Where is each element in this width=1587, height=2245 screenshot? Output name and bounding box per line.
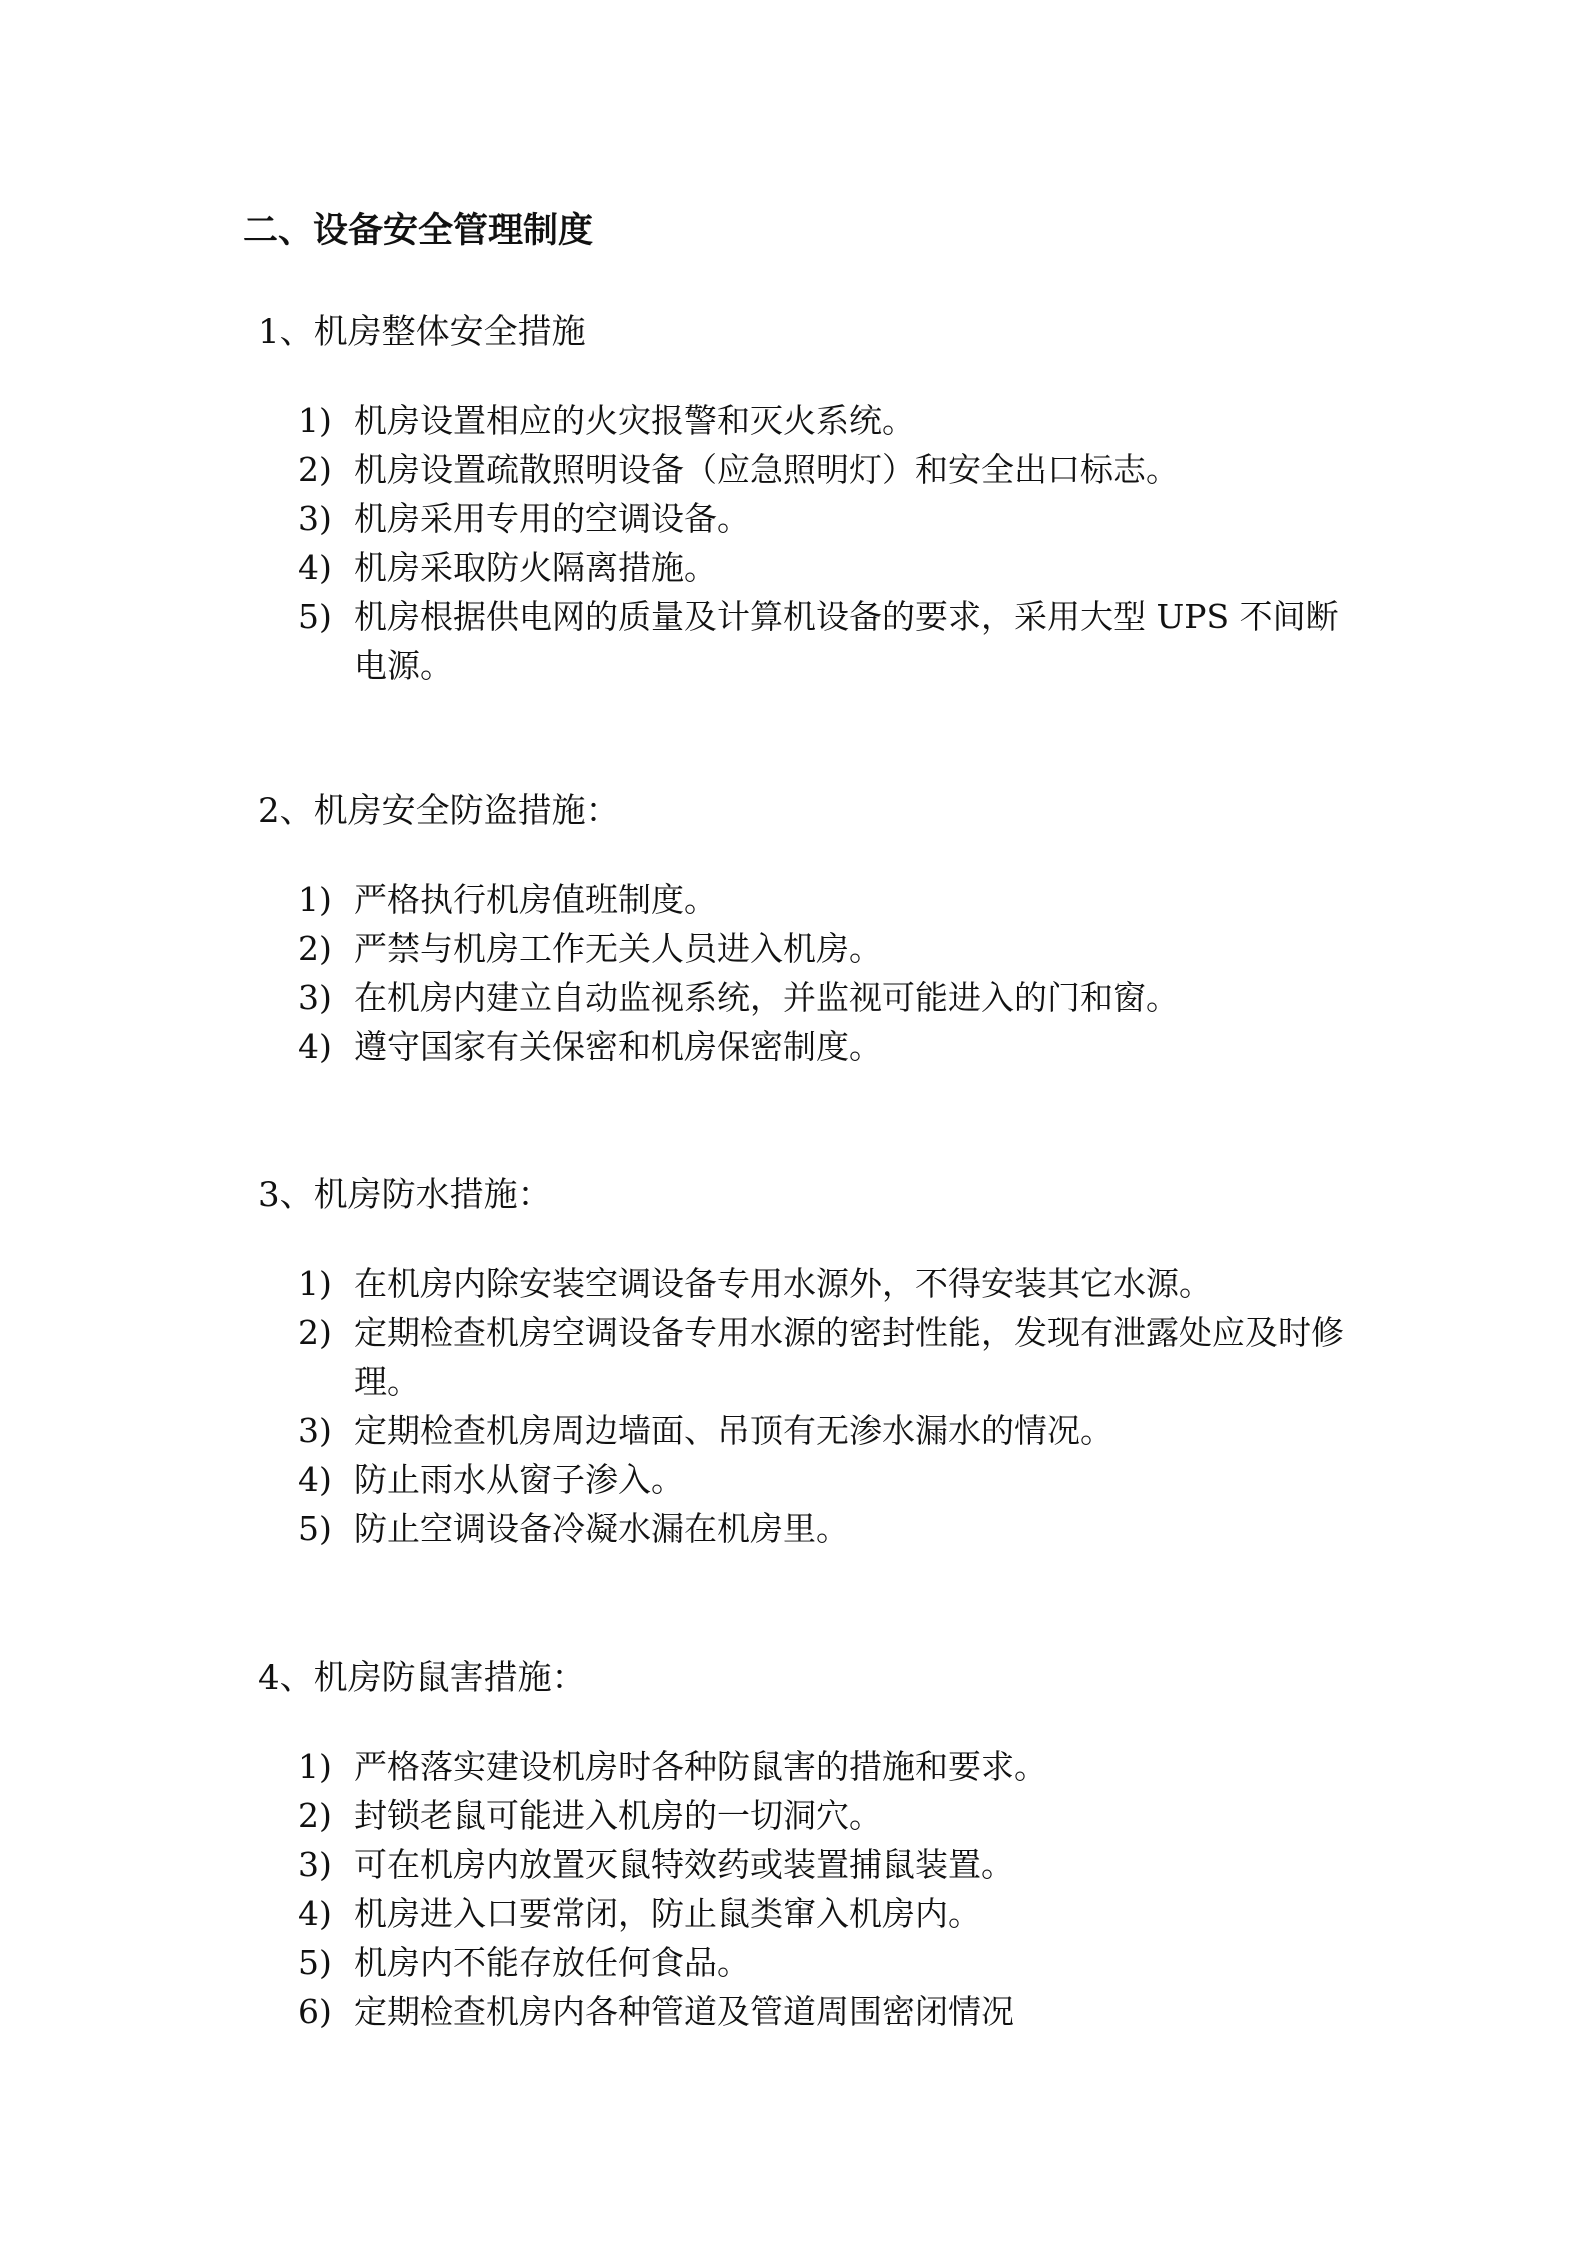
item-number: 2): [298, 450, 332, 489]
list-item: [258, 445, 1378, 494]
section-heading: 2、机房安全防盗措施：: [258, 791, 620, 831]
item-number: 3): [298, 1845, 332, 1884]
item-number: 4): [298, 1027, 332, 1066]
item-text: 机房采用专用的空调设备。: [354, 499, 750, 538]
item-number: 4): [298, 1460, 332, 1499]
item-number: 3): [298, 978, 332, 1017]
item-text: 机房进入口要常闭，防止鼠类窜入机房内。: [354, 1894, 981, 1933]
item-text: 封锁老鼠可能进入机房的一切洞穴。: [354, 1796, 882, 1835]
item-number: 5): [298, 597, 332, 636]
item-number: 1): [298, 880, 332, 919]
item-text: 定期检查机房空调设备专用水源的密封性能，发现有泄露处应及时修理。: [354, 1313, 1344, 1401]
item-list: [258, 396, 1378, 690]
item-number: 1): [298, 401, 332, 440]
list-item: [258, 1840, 1378, 1889]
list-item: [258, 1987, 1378, 2036]
item-text: 可在机房内放置灭鼠特效药或装置捕鼠装置。: [354, 1845, 1014, 1884]
item-text: 遵守国家有关保密和机房保密制度。: [354, 1027, 882, 1066]
item-text: 防止雨水从窗子渗入。: [354, 1460, 684, 1499]
item-number: 1): [298, 1747, 332, 1786]
item-text: 定期检查机房周边墙面、吊顶有无渗水漏水的情况。: [354, 1411, 1113, 1450]
item-number: 4): [298, 548, 332, 587]
item-number: 2): [298, 1796, 332, 1835]
item-text: 严禁与机房工作无关人员进入机房。: [354, 929, 882, 968]
item-list: [258, 1742, 1378, 2036]
item-text: 机房设置疏散照明设备（应急照明灯）和安全出口标志。: [354, 450, 1179, 489]
list-item: [258, 1308, 1378, 1406]
section-waterproofing: [258, 1167, 1378, 1553]
list-item: [258, 1022, 1378, 1071]
item-number: 2): [298, 1313, 332, 1352]
item-number: 6): [298, 1992, 332, 2031]
list-item: [258, 1406, 1378, 1455]
item-text: 在机房内建立自动监视系统，并监视可能进入的门和窗。: [354, 978, 1179, 1017]
list-item: [258, 543, 1378, 592]
item-number: 2): [298, 929, 332, 968]
item-number: 4): [298, 1894, 332, 1933]
list-item: [258, 875, 1378, 924]
item-text: 机房内不能存放任何食品。: [354, 1943, 750, 1982]
item-text: 在机房内除安装空调设备专用水源外，不得安装其它水源。: [354, 1264, 1212, 1303]
item-number: 5): [298, 1509, 332, 1548]
list-item: [258, 924, 1378, 973]
list-item: [258, 494, 1378, 543]
list-item: [258, 1742, 1378, 1791]
item-text: 机房采取防火隔离措施。: [354, 548, 717, 587]
section-overall-safety: [258, 304, 1378, 690]
item-number: 3): [298, 1411, 332, 1450]
list-item: [258, 1791, 1378, 1840]
section-rodent-prevention: [258, 1650, 1378, 2036]
item-text: 定期检查机房内各种管道及管道周围密闭情况: [354, 1992, 1014, 2031]
list-item: [258, 592, 1378, 690]
section-heading: 3、机房防水措施：: [258, 1175, 552, 1215]
item-number: 1): [298, 1264, 332, 1303]
item-number: 3): [298, 499, 332, 538]
list-item: [258, 396, 1378, 445]
list-item: [258, 1259, 1378, 1308]
list-item: [258, 1455, 1378, 1504]
item-list: [258, 875, 1378, 1071]
section-anti-theft: [258, 783, 1378, 1071]
list-item: [258, 973, 1378, 1022]
item-text: 机房根据供电网的质量及计算机设备的要求，采用大型 UPS 不间断电源。: [354, 597, 1339, 685]
item-text: 严格落实建设机房时各种防鼠害的措施和要求。: [354, 1747, 1047, 1786]
section-heading: 4、机房防鼠害措施：: [258, 1658, 586, 1698]
section-heading: 1、机房整体安全措施: [258, 312, 586, 352]
item-text: 防止空调设备冷凝水漏在机房里。: [354, 1509, 849, 1548]
list-item: [258, 1504, 1378, 1553]
item-text: 机房设置相应的火灾报警和灭火系统。: [354, 401, 915, 440]
document-title: 二、设备安全管理制度: [243, 210, 594, 251]
item-text: 严格执行机房值班制度。: [354, 880, 717, 919]
item-number: 5): [298, 1943, 332, 1982]
list-item: [258, 1938, 1378, 1987]
list-item: [258, 1889, 1378, 1938]
item-list: [258, 1259, 1378, 1553]
